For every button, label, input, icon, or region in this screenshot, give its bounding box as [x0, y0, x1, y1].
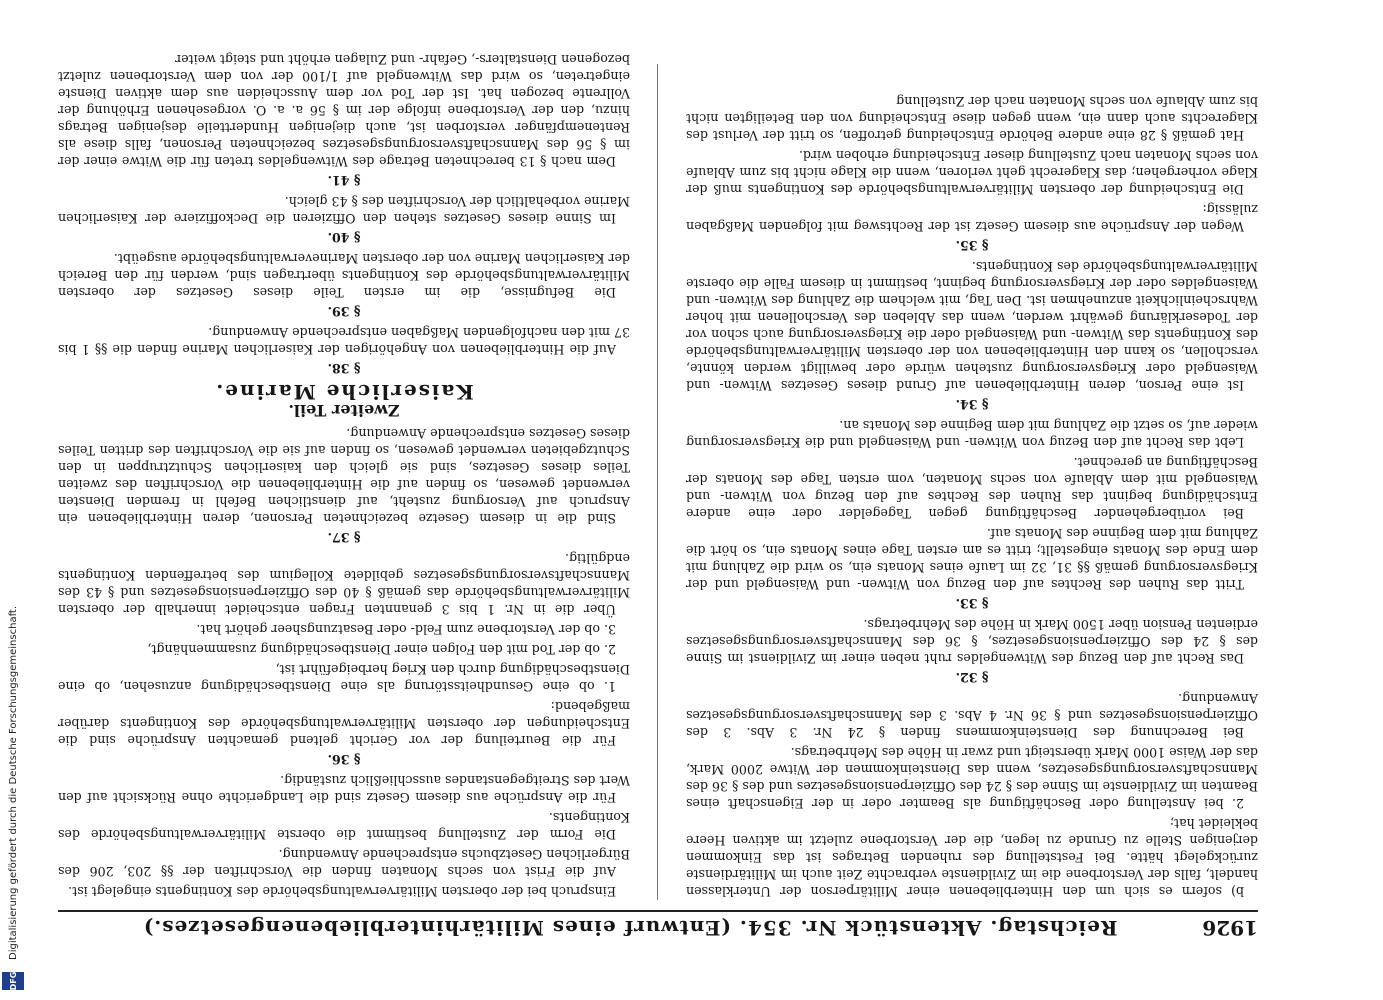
paragraph: Dem nach § 13 berechneten Betrage des Witwengeldes treten für die Witwe einer der im § 56 des Mannschaftsversorgungsgesetzes bezeichneten Personen, falls diese als Rentenempfänger verstorben ist, auch diejenigen Hundertteile desjenigen Betrags hinzu, den der Verstorbene infolge der im § 56 a. a. O. vorgesehenen Erhöhung der Vollrente bezogen hat. Ist der Tod vor dem Ausscheiden aus dem aktiven Dienste eingetreten, so wird das Witwengeld auf 1/100 der von dem Verstorbenen zuletzt bezogenen Dienstalters-, Gefahr- und Zulagen erhöht und steigt weiter — [58, 52, 630, 169]
paragraph: Für die Beurteilung der vor Gericht geltend gemachten Ansprüche sind die Entscheidungen der obersten Militärverwaltungsbehörde des Kontingents darüber maßgebend: — [58, 699, 630, 748]
rotated-document-sheet — [58, 52, 1258, 944]
dfg-logo: DFG — [2, 972, 24, 990]
paragraph: Lebt das Recht auf den Bezug von Witwen- und Waisengeld und die Kriegsversorgung wieder auf, so setzt die Zahlung mit dem Beginne des Monats an. — [686, 418, 1258, 450]
section-heading: § 40. — [327, 230, 361, 245]
paragraph: Im Sinne dieses Gesetzes stehen den Offizieren die Deckoffiziere der Kaiserlichen Marine vorbehaltlich der Vorschriften des § 43 gleich. — [58, 194, 630, 226]
column-divider — [657, 64, 658, 900]
paragraph: Hat gemäß § 28 eine andere Behörde Entscheidung getroffen, so tritt der Verlust des Klagerechts auch dann ein, wenn gegen diese Entscheidung von den Beteiligten nicht bis zum Ablaufe von sechs Monaten nach der Zustellung — [686, 94, 1258, 143]
page-header — [58, 910, 1258, 944]
section-heading: § 38. — [327, 361, 361, 376]
paragraph: 2. bei Anstellung oder Beschäftigung als Beamter oder in der Eigenschaft eines Beamten im Zivildienste im Sinne des § 24 des Offizierpensionsgesetzes und des § 36 des Mannschaftsversorgungsgesetzes, wenn das Diensteinkommen der Witwe 2000 Mark, das der Waise 1000 Mark übersteigt und zwar in Höhe des Mehrbetrags. — [686, 745, 1258, 811]
paragraph: Die Befugnisse, die im ersten Teile dieses Gesetzes der obersten Militärverwaltungsbehörde des Kontingents übertragen sind, werden für den Bereich der Kaiserlichen Marine von der obersten Marineverwaltungsbehörde ausgeübt. — [58, 251, 630, 300]
paragraph: Sind die in diesem Gesetze bezeichneten Personen, deren Hinterbliebenen ein Anspruch auf Versorgung zusteht, auf dienstlichen Befehl in fremden Diensten verwendet gewesen, so finden auf die Hinterbliebenen die Vorschriften des zweiten Teiles dieses Gesetzes, sind sie gleich den kaiserlichen Schutztruppen in den Schutzgebieten verwendet gewesen, so finden auf sie die Vorschriften des dritten Teiles dieses Gesetzes entsprechende Anwendung. — [58, 426, 630, 526]
section-heading: § 34. — [955, 397, 989, 412]
paragraph: Die Entscheidung der obersten Militärverwaltungsbehörde des Kontingents muß der Klage vorhergehen; das Klagerecht geht verloren, wenn die Klage nicht bis zum Ablaufe von sechs Monaten nach Zustellung dieser Entscheidung erhoben wird. — [686, 148, 1258, 197]
paragraph: Auf die Frist von sechs Monaten finden die Vorschriften der §§ 203, 206 des Bürgerlichen Gesetzbuchs entsprechende Anwendung. — [58, 847, 630, 879]
paragraph: Bei vorübergehender Beschäftigung gegen Tagegelder oder eine andere Entschädigung beginnt das Ruhen des Rechtes auf den Bezug von Witwen- und Waisengeld mit dem Ablaufe von sechs Monaten, vom ersten Tage des Monats der Beschäftigung an gerechnet. — [686, 455, 1258, 521]
page-number: 1926 — [1202, 916, 1258, 940]
right-text-column — [58, 52, 630, 900]
paragraph: Tritt das Ruhen des Rechtes auf den Bezug von Witwen- und Waisengeld und der Kriegsversorgung gemäß §§ 31, 32 im Laufe eines Monats ein, so wird die Zahlung mit dem Ende des Monats eingestellt; tritt es am ersten Tage eines Monats ein, so hört die Zahlung mit dem Beginne des Monats auf. — [686, 526, 1258, 592]
part-title: Kaiserliche Marine. — [214, 380, 474, 404]
paragraph: Die Form der Zustellung bestimmt die oberste Militärverwaltungsbehörde des Kontingents. — [58, 810, 630, 842]
paragraph: Für die Ansprüche aus diesem Gesetz sind die Landgerichte ohne Rücksicht auf den Wert des Streitgegenstandes ausschließlich zuständig. — [58, 773, 630, 805]
paragraph: Ist eine Person, deren Hinterbliebenen auf Grund dieses Gesetzes Witwen- und Waisengeld oder Kriegsversorgung zustehen würde oder bewilligt werden könnte, verschollen, so kann den Hinterbliebenen von der obersten Militärverwaltungsbehörde des Kontingents das Witwen- und Waisengeld oder die Kriegsversorgung auch schon vor der Todeserklärung gewährt werden, wenn das Ableben des Verschollenen mit hoher Wahrscheinlichkeit anzunehmen ist. Den Tag, mit welchem die Zahlung des Witwen- und Waisengeldes oder der Kriegsversorgung beginnt, bestimmt in diesem Falle die oberste Militärverwaltungsbehörde des Kontingents. — [686, 259, 1258, 393]
section-heading: § 37. — [327, 530, 361, 545]
paragraph: Auf die Hinterbliebenen von Angehörigen der Kaiserlichen Marine finden die §§ 1 bis 37 mit den nachfolgenden Maßgaben entsprechende Anwendung. — [58, 325, 630, 357]
digitization-credit-sidebar — [6, 40, 22, 960]
section-heading: § 32. — [955, 670, 989, 685]
paragraph: 2. ob der Tod mit den Folgen einer Dienstbeschädigung zusammenhängt, — [147, 642, 616, 657]
paragraph: Einspruch bei der obersten Militärverwaltungsbehörde des Kontingents eingelegt ist. — [68, 884, 616, 899]
paragraph: b) sofern es sich um den Hinterbliebenen einer Militärperson der Unterklassen handelt, falls der Verstorbene die im Zivildienste verbrachte Zeit auch im Militärdienste zurückgelegt hätte. Bei Feststellung des ruhenden Betrages ist das Einkommen derjenigen Stelle zu Grunde zu legen, die der Verstorbene zuletzt im aktiven Heere bekleidet hat; — [686, 816, 1258, 899]
paragraph: Über die in Nr. 1 bis 3 genannten Fragen entscheidet innerhalb der obersten Militärverwaltungsbehörde das gemäß § 40 des Offizierpensionsgesetzes und § 43 des Mannschaftsversorgungsgesetzes gebildete Kollegium des betreffenden Kontingents endgültig. — [58, 551, 630, 617]
part-heading: Zweiter Teil. — [288, 401, 400, 420]
section-heading: § 41. — [327, 173, 361, 188]
paragraph: Wegen der Ansprüche aus diesem Gesetz ist der Rechtsweg mit folgenden Maßgaben zulässig: — [686, 202, 1258, 234]
paragraph: 1. ob eine Gesundheitsstörung als eine Dienstbeschädigung anzusehen, ob eine Dienstbeschädigung durch den Krieg herbeigeführt ist, — [58, 662, 630, 694]
left-text-column — [686, 64, 1258, 900]
paragraph: Das Recht auf den Bezug des Witwengeldes ruht neben einer im Zivildienst im Sinne des § 24 des Offizierpensionsgesetzes, § 36 des Mannschaftsversorgungsgesetzes erdienten Pension über 1500 Mark in Höhe des Mehrbetrags. — [686, 617, 1258, 666]
running-title: Reichstag. Aktenstück Nr. 354. (Entwurf eines Militärhinterbliebenengesetzes.) — [142, 916, 1118, 940]
section-heading: § 33. — [955, 596, 989, 611]
paragraph: 3. ob der Verstorbene zum Feld- oder Besatzungsheer gehört hat. — [196, 622, 616, 637]
section-heading: § 36. — [327, 752, 361, 767]
paragraph: Bei Berechnung des Diensteinkommens finden § 24 Nr. 3 Abs. 3 des Offizierpensionsgesetzes und § 36 Nr. 4 Abs. 3 des Mannschaftsversorgungsgesetzes Anwendung. — [686, 691, 1258, 740]
section-heading: § 39. — [327, 304, 361, 319]
digitization-credit: Digitalisierung gefördert durch die Deutsche Forschungsgemeinschaft. — [8, 605, 19, 960]
section-heading: § 35. — [955, 238, 989, 253]
